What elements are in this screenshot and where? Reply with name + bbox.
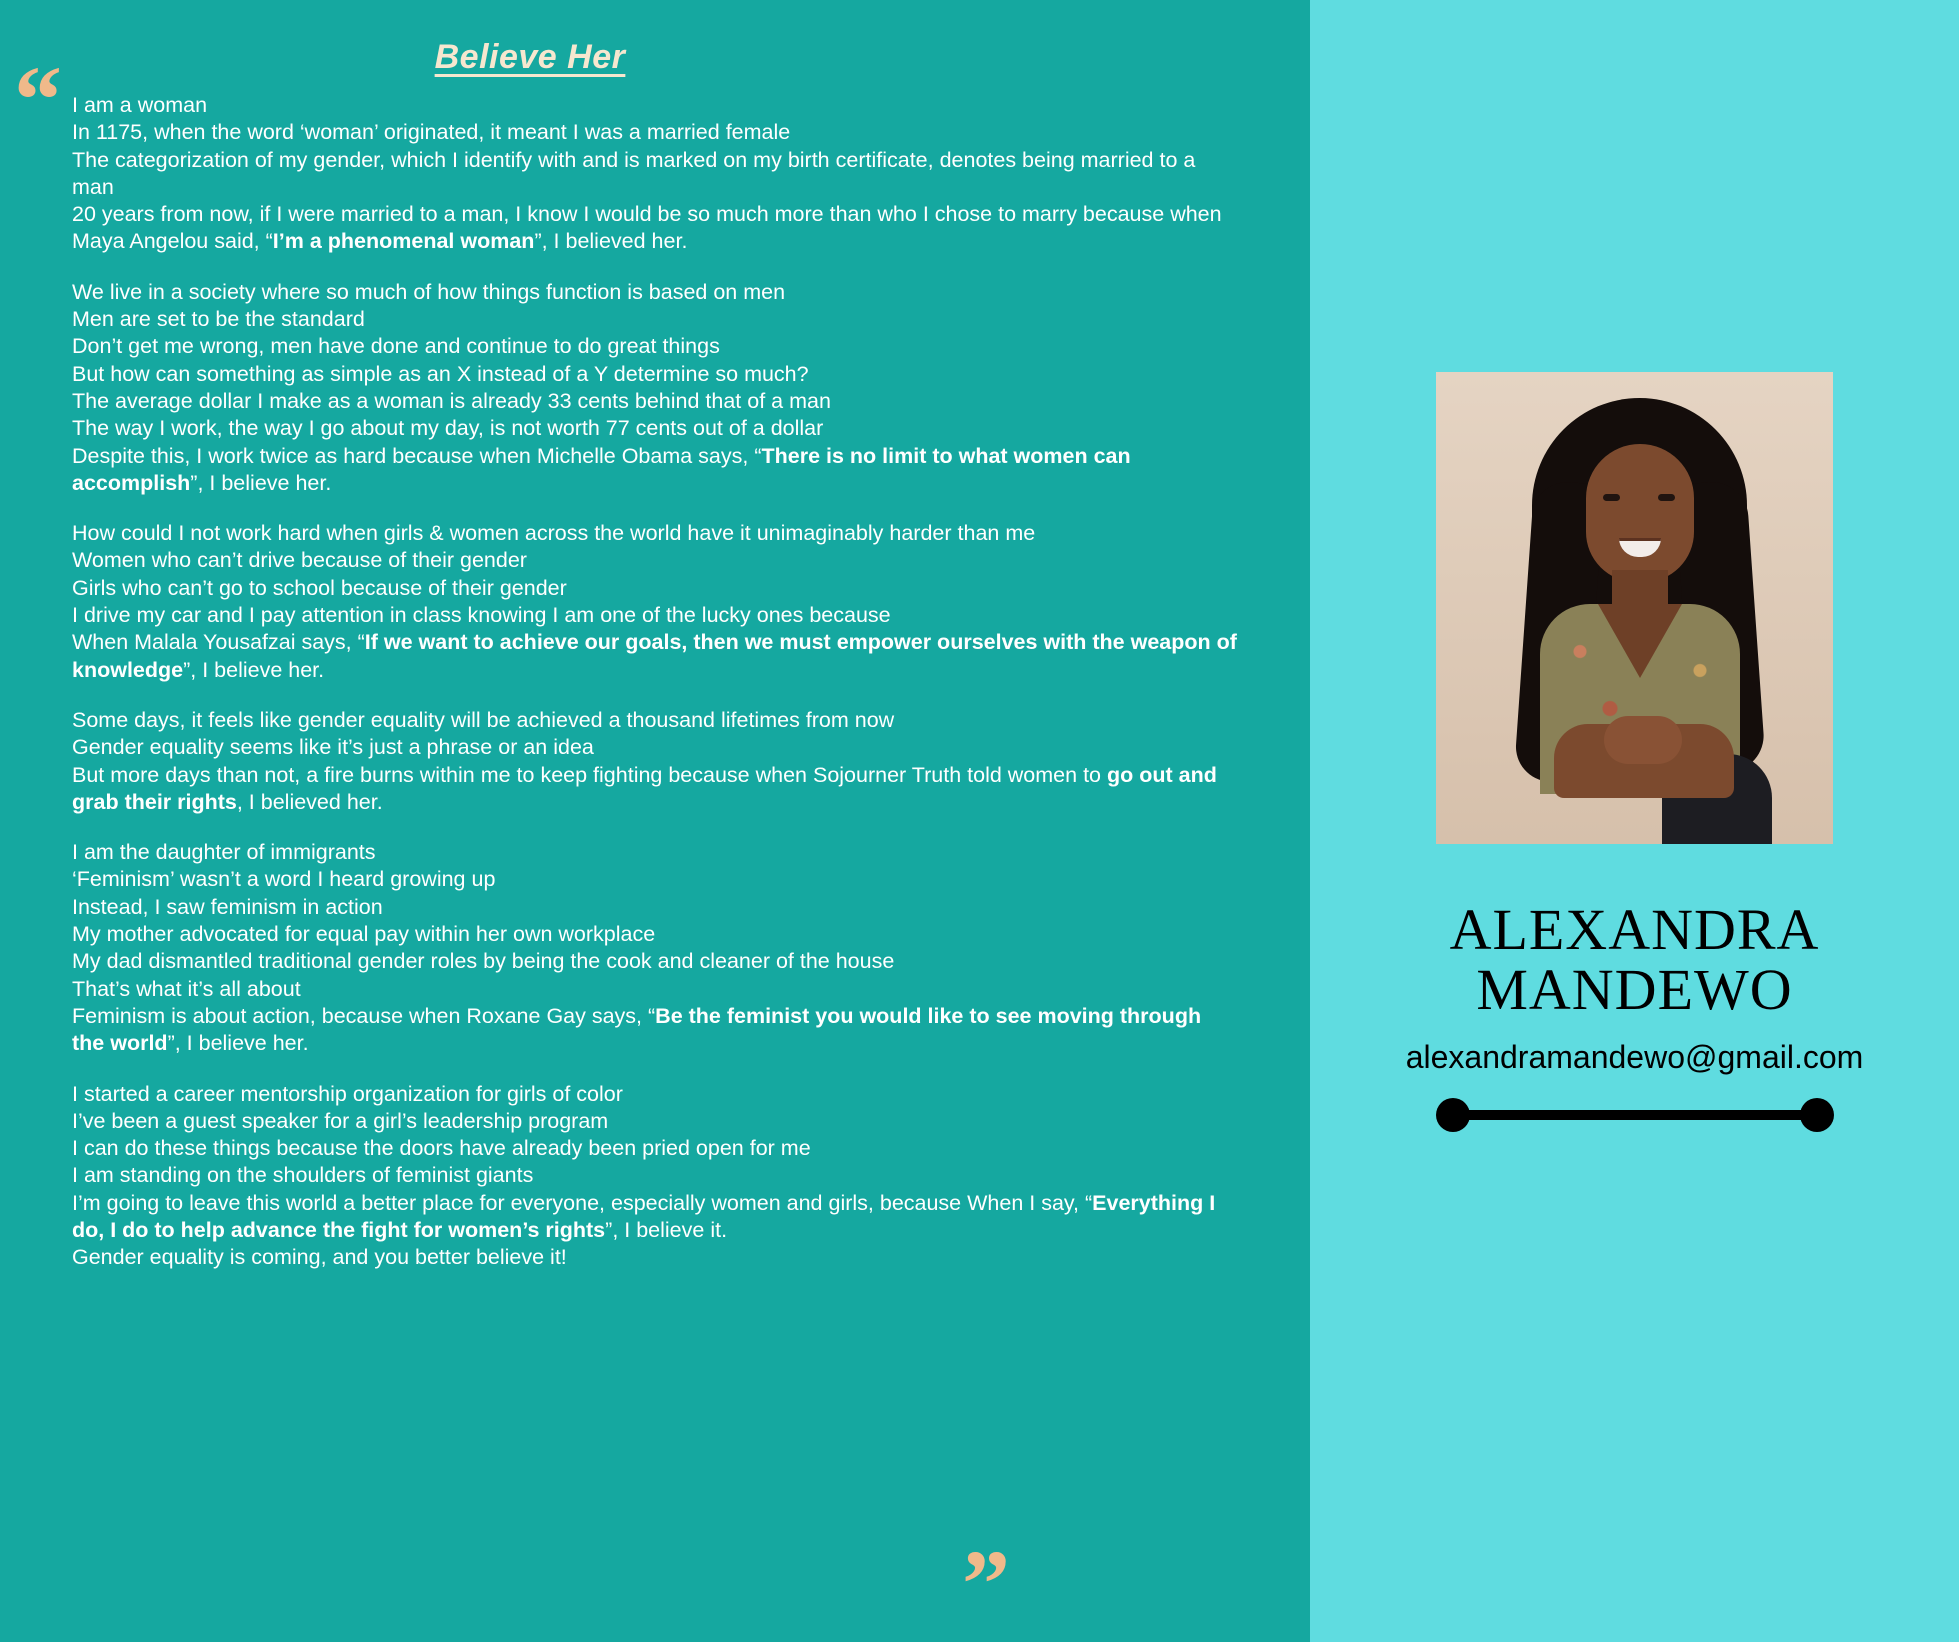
- poem-line: [72, 119, 1237, 146]
- poem-quote-bold: If we want to achieve our goals, then we must empower ourselves with the weapon of knowledge: [72, 630, 1237, 682]
- poem-text: Instead, I saw feminism in action: [72, 894, 383, 919]
- poem-line: [72, 734, 1237, 761]
- poem-line: [72, 629, 1237, 684]
- poem-text: I’ve been a guest speaker for a girl’s leadership program: [72, 1108, 609, 1133]
- poem-line: [72, 866, 1237, 893]
- poem-quote-bold: I’m a phenomenal woman: [272, 229, 535, 254]
- author-photo: [1436, 372, 1833, 844]
- poem-line: [72, 520, 1237, 547]
- poem-line: [72, 894, 1237, 921]
- poem-text: The average dollar I make as a woman is already 33 cents behind that of a man: [72, 388, 831, 413]
- eye-left-shape: [1603, 494, 1620, 501]
- poem-line: [72, 547, 1237, 574]
- author-email[interactable]: alexandramandewo@gmail.com: [1405, 1038, 1864, 1075]
- poem-text: Women who can’t drive because of their gender: [72, 548, 527, 573]
- poem-stanza: [72, 839, 1237, 1057]
- poem-line: [72, 1003, 1237, 1058]
- poem-line: [72, 1081, 1237, 1108]
- poem-text: ”, I believe her.: [167, 1031, 309, 1056]
- eye-right-shape: [1658, 494, 1675, 501]
- poem-line: [72, 333, 1237, 360]
- poem-text: That’s what it’s all about: [72, 976, 301, 1001]
- open-quote-icon: “: [14, 46, 62, 153]
- poem-line: [72, 279, 1237, 306]
- poem-text: ‘Feminism’ wasn’t a word I heard growing up: [72, 867, 496, 892]
- poem-stanza: [72, 707, 1237, 816]
- author-panel: [1310, 0, 1959, 1642]
- poem-text: Some days, it feels like gender equality will be achieved a thousand lifetimes from now: [72, 707, 895, 732]
- poem-text: ”, I believe her.: [190, 470, 332, 495]
- poem-quote-bold: go out and grab their rights: [72, 762, 1217, 814]
- poem-line: [72, 415, 1237, 442]
- poem-text: I started a career mentorship organization for girls of color: [72, 1081, 623, 1106]
- poem-text: Gender equality is coming, and you better believe it!: [72, 1245, 567, 1270]
- poem-line: [72, 361, 1237, 388]
- poem-text: , I believed her.: [236, 789, 383, 814]
- poem-text: My dad dismantled traditional gender roles by being the cook and cleaner of the house: [72, 949, 895, 974]
- divider-dot-right: [1800, 1098, 1834, 1132]
- poem-line: [72, 201, 1237, 256]
- poem-quote-bold: There is no limit to what women can accomplish: [72, 443, 1131, 495]
- poem-stanza: [72, 279, 1237, 497]
- poem-line: [72, 1244, 1237, 1271]
- poem-line: [72, 575, 1237, 602]
- poem-line: [72, 1190, 1237, 1245]
- poem-line: [72, 147, 1237, 202]
- poem-text: I am a woman: [72, 93, 208, 117]
- poem-line: [72, 388, 1237, 415]
- poem-line: [72, 1162, 1237, 1189]
- poem-line: [72, 707, 1237, 734]
- poem-text: When Malala Yousafzai says, “: [72, 630, 365, 655]
- poem-text: Men are set to be the standard: [72, 307, 365, 332]
- poem-line: [72, 839, 1237, 866]
- poem-text: The way I work, the way I go about my day, is not worth 77 cents out of a dollar: [72, 416, 824, 441]
- poem-text: I’m going to leave this world a better place for everyone, especially women and girls, because When I say, “: [72, 1190, 1093, 1215]
- poem-text: But how can something as simple as an X instead of a Y determine so much?: [72, 361, 809, 386]
- poem-stanza: [72, 520, 1237, 684]
- poem-text: Feminism is about action, because when Roxane Gay says, “: [72, 1003, 656, 1028]
- poem-text: ”, I believed her.: [534, 229, 688, 254]
- hand-shape: [1604, 716, 1682, 764]
- close-quote-icon: ”: [962, 1530, 1010, 1637]
- poem-body: [72, 92, 1237, 1295]
- poem-quote-bold: Everything I do, I do to help advance the fight for women’s rights: [72, 1190, 1216, 1242]
- poem-stanza: [72, 92, 1237, 256]
- poem-text: Don’t get me wrong, men have done and continue to do great things: [72, 334, 720, 359]
- poem-line: [72, 762, 1237, 817]
- poem-text: Gender equality seems like it’s just a phrase or an idea: [72, 735, 594, 760]
- poem-line: [72, 1135, 1237, 1162]
- poem-line: [72, 948, 1237, 975]
- poem-text: 20 years from now, if I were married to a man, I know I would be so much more than who I chose to marry because when Maya Angelou said, “: [72, 202, 1222, 254]
- poem-line: [72, 1108, 1237, 1135]
- poem-text: ”, I believe it.: [605, 1217, 728, 1242]
- poem-line: [72, 92, 1237, 119]
- poem-text: I am the daughter of immigrants: [72, 840, 376, 865]
- face-shape: [1586, 444, 1694, 582]
- poem-text: I can do these things because the doors have already been pried open for me: [72, 1136, 811, 1161]
- poem-text: I drive my car and I pay attention in class knowing I am one of the lucky ones because: [72, 603, 891, 628]
- poem-text: I am standing on the shoulders of feminist giants: [72, 1163, 534, 1188]
- page-title: Believe Her: [434, 38, 626, 76]
- poem-text: But more days than not, a fire burns within me to keep fighting because when Sojourner Truth told women to: [72, 762, 1107, 787]
- dumbbell-divider: [1436, 1098, 1834, 1132]
- poem-line: [72, 602, 1237, 629]
- poem-text: My mother advocated for equal pay within her own workplace: [72, 922, 656, 947]
- poem-stanza: [72, 1081, 1237, 1272]
- poem-quote-bold: Be the feminist you would like to see moving through the world: [72, 1003, 1202, 1056]
- poem-line: [72, 976, 1237, 1003]
- poem-text: How could I not work hard when girls & women across the world have it unimaginably harder than me: [72, 521, 1036, 546]
- poem-text: We live in a society where so much of how things function is based on men: [72, 279, 786, 304]
- poem-text: In 1175, when the word ‘woman’ originated, it meant I was a married female: [72, 120, 791, 145]
- divider-bar: [1453, 1110, 1817, 1120]
- author-name: ALEXANDRA MANDEWO: [1449, 897, 1820, 1023]
- poem-text: Girls who can’t go to school because of their gender: [72, 575, 567, 600]
- poem-line: [72, 306, 1237, 333]
- poem-line: [72, 443, 1237, 498]
- poem-text: Despite this, I work twice as hard because when Michelle Obama says, “: [72, 443, 762, 468]
- poem-line: [72, 921, 1237, 948]
- poem-text: ”, I believe her.: [183, 657, 325, 682]
- poem-text: The categorization of my gender, which I identify with and is marked on my birth certificate, denotes being married to a man: [72, 147, 1196, 199]
